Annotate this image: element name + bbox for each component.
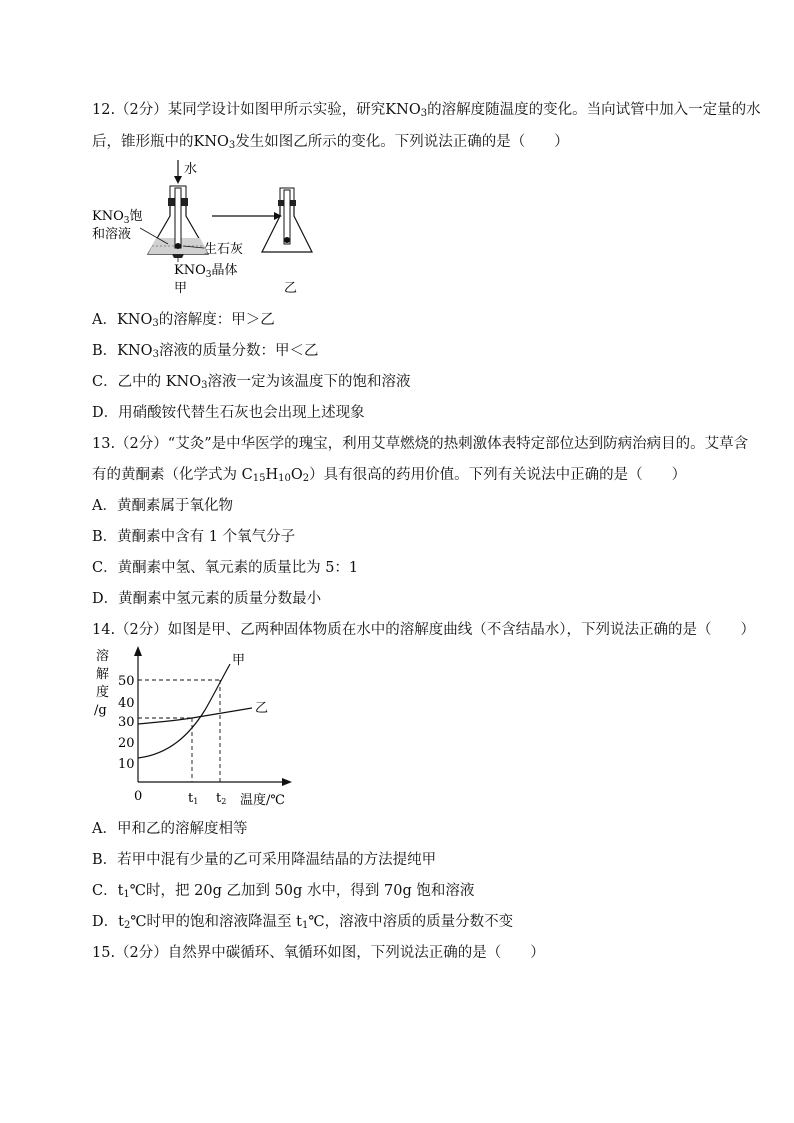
q12-option-c: C．乙中的 $KNO_3$溶液一定为该温度下的饱和溶液: [92, 374, 411, 391]
flask-yi: [262, 188, 312, 252]
q14-number: 14.（2分）: [92, 622, 168, 638]
q15-line1: [92, 943, 545, 963]
q13-option-a: A．黄酮素属于氧化物: [92, 498, 233, 514]
q14-option-c: C．$t_1℃$时，把 20g 乙加到 50g 水中，得到 70g 饱和溶液: [92, 883, 475, 900]
ytick-30: 30: [118, 715, 135, 730]
water-label: 水: [184, 162, 198, 177]
q15-text-a: 自然界中碳循环、氧循环如图，下列说法正确的是（ ）: [167, 945, 545, 961]
ytick-20: 20: [118, 736, 135, 751]
curve-yi: [138, 708, 252, 724]
q12-option-a: A．$KNO_3$的溶解度：甲＞乙: [92, 312, 275, 329]
q15-number: 15.（2分）: [92, 945, 168, 961]
q12-text-c: 后，锥形瓶中的KNO: [92, 134, 229, 150]
q13-number: 13.（2分）: [92, 436, 168, 452]
xlabel: 温度/℃: [240, 793, 285, 808]
q13-line1: [92, 434, 748, 454]
ytick-10: 10: [118, 757, 135, 772]
ylabel-char-3: 度: [96, 685, 110, 700]
q13-line2: 有的黄酮素（化学式为 $C_{15}H_{10}O_2$）具有很高的药用价值。下列有关说法中正确的是（ ）: [92, 467, 687, 484]
q14-option-a: A．甲和乙的溶解度相等: [92, 821, 248, 837]
q14-text-a: 如图是甲、乙两种固体物质在水中的溶解度曲线（不含结晶水），下列说法正确的是（ ）: [167, 622, 756, 638]
label-yi: 乙: [284, 281, 298, 296]
curve-jia: [138, 664, 230, 758]
xtick-t2: t2: [216, 791, 227, 806]
q12-sub: 3: [420, 108, 428, 119]
label-series-jia: 甲: [232, 653, 246, 668]
q14-option-d: D．$t_2℃$时甲的饱和溶液降温至 $t_1℃$，溶液中溶质的质量分数不变: [92, 914, 514, 931]
q12-apparatus-figure: [90, 158, 320, 298]
q13-option-b: B．黄酮素中含有 1 个氧气分子: [92, 529, 296, 545]
ylabel-char-1: 溶: [96, 649, 110, 664]
ylabel-char-4: /g: [94, 703, 107, 718]
q12-line2: [92, 132, 569, 152]
q13-option-c: C．黄酮素中氢、氧元素的质量比为 5：1: [92, 560, 359, 576]
q12-text-a: 某同学设计如图甲所示实验，研究KNO: [167, 102, 421, 118]
q14-option-b: B．若甲中混有少量的乙可采用降温结晶的方法提纯甲: [92, 852, 437, 868]
q12-option-d: D．用硝酸铵代替生石灰也会出现上述现象: [92, 405, 365, 421]
crystal-label: $KNO_3$晶体: [174, 263, 238, 280]
water-arrowhead: [174, 176, 182, 184]
q12-option-b: B．$KNO_3$溶液的质量分数：甲＜乙: [92, 343, 319, 360]
quicklime-label: 生石灰: [204, 242, 244, 257]
q12-text-b: 的溶解度随温度的变化。当向试管中加入一定量的水: [427, 102, 761, 118]
label-series-yi: 乙: [255, 701, 269, 716]
xtick-t1: t1: [188, 791, 199, 806]
kno3-label: $KNO_3$饱: [92, 209, 143, 226]
saturated-solution-label: 和溶液: [92, 227, 132, 242]
q12-line1: [92, 100, 761, 120]
q14-line1: [92, 620, 755, 640]
q13-text-a: “艾灸”是中华医学的瑰宝，利用艾草燃烧的热刺激体表特定部位达到防病治病目的。艾草含: [167, 436, 749, 452]
q12-number: 12.（2分）: [92, 102, 168, 118]
q13-option-d: D．黄酮素中氢元素的质量分数最小: [92, 591, 322, 607]
q12-sub2: 3: [228, 140, 236, 151]
label-jia: 甲: [174, 281, 188, 296]
q12-text-d: 发生如图乙所示的变化。下列说法正确的是（ ）: [235, 134, 569, 150]
origin-label: 0: [134, 789, 143, 804]
ylabel-char-2: 解: [96, 667, 110, 682]
ytick-40: 40: [118, 696, 135, 711]
q14-solubility-chart: [90, 646, 300, 814]
ytick-50: 50: [118, 674, 135, 689]
